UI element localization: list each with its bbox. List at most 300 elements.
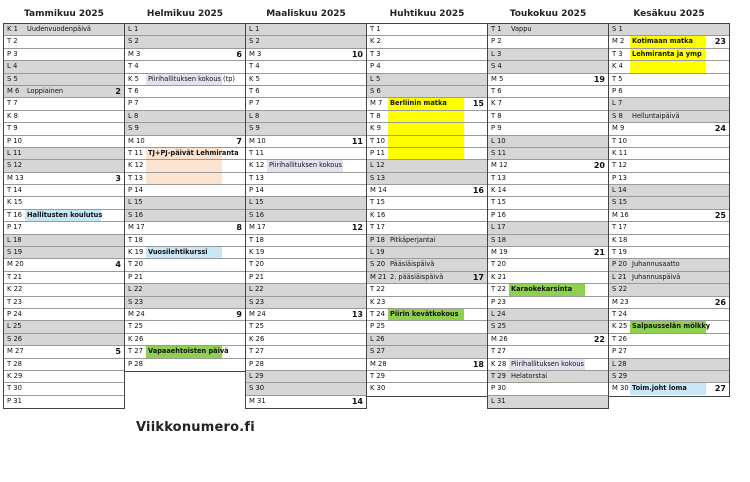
- event-label: Vapaaehtoisten päivä: [146, 346, 222, 357]
- day-row[interactable]: [609, 321, 729, 333]
- day-row[interactable]: [125, 86, 245, 98]
- day-row[interactable]: [246, 36, 366, 48]
- day-row[interactable]: [367, 173, 487, 185]
- day-label: K 23: [370, 297, 386, 306]
- day-label: P 13: [612, 173, 627, 182]
- day-row[interactable]: [246, 259, 366, 271]
- day-label: P 21: [128, 272, 143, 281]
- day-row[interactable]: [488, 98, 608, 110]
- day-row[interactable]: [488, 148, 608, 160]
- day-label: T 17: [370, 223, 385, 232]
- day-row[interactable]: [367, 86, 487, 98]
- day-row[interactable]: [246, 160, 366, 172]
- day-row[interactable]: [4, 235, 124, 247]
- day-label: L 24: [491, 309, 506, 318]
- day-row[interactable]: [367, 111, 487, 123]
- day-label: T 18: [128, 235, 143, 244]
- day-row[interactable]: [4, 309, 124, 321]
- day-row[interactable]: [246, 383, 366, 395]
- day-row[interactable]: [246, 123, 366, 135]
- day-row[interactable]: [367, 334, 487, 346]
- day-row[interactable]: [367, 359, 487, 371]
- day-label: T 1: [491, 25, 502, 33]
- day-label: L 11: [7, 148, 22, 157]
- day-row[interactable]: [488, 235, 608, 247]
- day-label: S 11: [491, 148, 507, 157]
- day-row[interactable]: [125, 210, 245, 222]
- day-row[interactable]: [488, 210, 608, 222]
- day-row[interactable]: [246, 272, 366, 284]
- month-column: [487, 6, 609, 409]
- day-row[interactable]: [4, 185, 124, 197]
- day-row[interactable]: [488, 173, 608, 185]
- day-row[interactable]: [4, 74, 124, 86]
- day-row[interactable]: [125, 272, 245, 284]
- month-column: [3, 6, 125, 409]
- day-label: L 3: [491, 49, 502, 58]
- day-row[interactable]: [488, 222, 608, 234]
- day-row[interactable]: [125, 36, 245, 48]
- day-label: S 23: [249, 297, 265, 306]
- day-row[interactable]: [4, 49, 124, 61]
- day-label: L 22: [128, 285, 143, 294]
- event-label: Kotimaan matka: [630, 36, 706, 47]
- day-row[interactable]: [125, 359, 245, 371]
- day-row[interactable]: [367, 235, 487, 247]
- day-label: M 5: [491, 74, 504, 83]
- day-row[interactable]: [4, 272, 124, 284]
- event-label: Lehmiranta ja ymp: [630, 49, 706, 60]
- day-row[interactable]: [609, 235, 729, 247]
- day-row[interactable]: [367, 297, 487, 309]
- day-label: P 30: [491, 384, 506, 393]
- week-number: 18: [472, 359, 484, 369]
- day-row[interactable]: [488, 359, 608, 371]
- day-row[interactable]: [4, 36, 124, 48]
- week-number: 20: [593, 161, 605, 171]
- day-label: P 16: [491, 210, 506, 219]
- day-row[interactable]: [609, 210, 729, 222]
- day-row[interactable]: [488, 334, 608, 346]
- day-row[interactable]: [246, 297, 366, 309]
- event-label: [146, 173, 222, 184]
- day-row[interactable]: [125, 49, 245, 61]
- day-row[interactable]: [4, 197, 124, 209]
- event-label: Helatorstai: [511, 371, 548, 380]
- day-label: T 4: [249, 62, 260, 71]
- day-row[interactable]: [367, 284, 487, 296]
- month-column: [608, 6, 730, 397]
- day-row[interactable]: [367, 222, 487, 234]
- day-row[interactable]: [125, 123, 245, 135]
- day-row[interactable]: [367, 24, 487, 36]
- day-row[interactable]: [367, 185, 487, 197]
- week-number: 22: [593, 334, 605, 344]
- day-row[interactable]: [246, 111, 366, 123]
- day-label: T 25: [249, 322, 264, 331]
- week-number: 14: [351, 396, 363, 406]
- day-label: K 4: [612, 62, 623, 71]
- day-label: K 5: [249, 74, 260, 83]
- week-number: 12: [351, 223, 363, 233]
- day-row[interactable]: [125, 148, 245, 160]
- day-row[interactable]: [488, 371, 608, 383]
- week-number: 21: [593, 248, 605, 258]
- day-row[interactable]: [125, 247, 245, 259]
- day-row[interactable]: [367, 346, 487, 358]
- day-label: S 4: [491, 62, 502, 71]
- day-row[interactable]: [609, 334, 729, 346]
- event-label: Hallitusten koulutus: [25, 210, 101, 221]
- day-row[interactable]: [246, 321, 366, 333]
- day-row[interactable]: [367, 247, 487, 259]
- day-row[interactable]: [246, 61, 366, 73]
- day-label: M 13: [7, 173, 24, 182]
- day-label: T 15: [370, 198, 385, 207]
- day-row[interactable]: [488, 297, 608, 309]
- week-number: 16: [472, 186, 484, 196]
- day-row[interactable]: [4, 210, 124, 222]
- day-label: K 7: [491, 99, 502, 108]
- event-label: TJ+PJ-päivät Lehmiranta: [146, 148, 222, 159]
- day-label: T 8: [370, 111, 381, 120]
- day-row[interactable]: [246, 185, 366, 197]
- day-row[interactable]: [125, 222, 245, 234]
- day-label: K 12: [249, 161, 265, 170]
- day-row[interactable]: [246, 136, 366, 148]
- event-label: Pitkäperjantai: [390, 235, 436, 244]
- week-number: 8: [236, 223, 242, 233]
- day-row[interactable]: [488, 24, 608, 36]
- day-row[interactable]: [246, 346, 366, 358]
- day-label: T 10: [612, 136, 627, 145]
- day-row[interactable]: [367, 123, 487, 135]
- week-number: 2: [115, 86, 121, 96]
- day-row[interactable]: [609, 259, 729, 271]
- day-row[interactable]: [125, 173, 245, 185]
- day-row[interactable]: [246, 98, 366, 110]
- day-row[interactable]: [488, 74, 608, 86]
- day-row[interactable]: [4, 383, 124, 395]
- day-row[interactable]: [367, 272, 487, 284]
- day-label: L 29: [249, 371, 264, 380]
- day-label: K 22: [7, 285, 23, 294]
- day-row[interactable]: [367, 309, 487, 321]
- day-row[interactable]: [125, 309, 245, 321]
- day-row[interactable]: [125, 284, 245, 296]
- day-label: S 2: [249, 37, 260, 46]
- day-row[interactable]: [4, 160, 124, 172]
- day-row[interactable]: [4, 334, 124, 346]
- day-label: L 26: [370, 334, 385, 343]
- day-row[interactable]: [125, 160, 245, 172]
- day-row[interactable]: [609, 185, 729, 197]
- day-row[interactable]: [125, 197, 245, 209]
- day-label: S 20: [370, 260, 386, 269]
- day-label: S 26: [7, 334, 23, 343]
- day-row[interactable]: [125, 111, 245, 123]
- day-label: L 10: [491, 136, 506, 145]
- day-label: M 10: [128, 136, 145, 145]
- day-row[interactable]: [488, 383, 608, 395]
- day-label: S 25: [491, 322, 507, 331]
- day-row[interactable]: [488, 185, 608, 197]
- day-row[interactable]: [246, 210, 366, 222]
- day-row[interactable]: [609, 371, 729, 383]
- day-row[interactable]: [246, 49, 366, 61]
- day-row[interactable]: [609, 297, 729, 309]
- day-row[interactable]: [609, 346, 729, 358]
- day-row[interactable]: [4, 284, 124, 296]
- day-label: T 15: [491, 198, 506, 207]
- day-label: P 6: [612, 86, 623, 95]
- day-row[interactable]: [609, 123, 729, 135]
- day-row[interactable]: [488, 86, 608, 98]
- day-row[interactable]: [246, 148, 366, 160]
- day-row[interactable]: [125, 297, 245, 309]
- day-row[interactable]: [4, 24, 124, 36]
- day-row[interactable]: [609, 86, 729, 98]
- event-label: Pääsiäispäivä: [390, 260, 435, 269]
- day-row[interactable]: [609, 173, 729, 185]
- day-label: K 26: [249, 334, 265, 343]
- day-row[interactable]: [609, 49, 729, 61]
- day-row[interactable]: [488, 111, 608, 123]
- day-row[interactable]: [488, 123, 608, 135]
- day-label: L 1: [128, 25, 139, 33]
- day-row[interactable]: [488, 284, 608, 296]
- day-row[interactable]: [125, 346, 245, 358]
- day-label: P 10: [7, 136, 22, 145]
- day-row[interactable]: [125, 136, 245, 148]
- day-row[interactable]: [125, 185, 245, 197]
- day-label: P 28: [128, 359, 143, 368]
- day-row[interactable]: [4, 173, 124, 185]
- month-column: [245, 6, 367, 409]
- day-label: T 8: [491, 111, 502, 120]
- day-label: L 8: [128, 111, 139, 120]
- day-row[interactable]: [488, 396, 608, 408]
- day-row[interactable]: [367, 74, 487, 86]
- day-row[interactable]: [488, 321, 608, 333]
- day-row[interactable]: [246, 173, 366, 185]
- day-label: S 27: [370, 347, 386, 356]
- day-row[interactable]: [609, 197, 729, 209]
- day-row[interactable]: [4, 396, 124, 408]
- month-day-list: [366, 23, 488, 397]
- day-row[interactable]: [367, 36, 487, 48]
- day-row[interactable]: [609, 309, 729, 321]
- day-row[interactable]: [488, 309, 608, 321]
- day-row[interactable]: [367, 383, 487, 395]
- day-row[interactable]: [609, 359, 729, 371]
- day-label: K 15: [7, 198, 23, 207]
- day-row[interactable]: [4, 86, 124, 98]
- day-row[interactable]: [4, 123, 124, 135]
- day-row[interactable]: [125, 98, 245, 110]
- day-label: S 8: [612, 111, 623, 120]
- event-label: Piirihallituksen kokous: [267, 160, 343, 171]
- day-row[interactable]: [246, 74, 366, 86]
- day-row[interactable]: [367, 259, 487, 271]
- day-label: L 4: [7, 62, 18, 71]
- day-row[interactable]: [246, 86, 366, 98]
- day-label: M 27: [7, 347, 24, 356]
- day-row[interactable]: [4, 297, 124, 309]
- day-row[interactable]: [4, 136, 124, 148]
- day-row[interactable]: [609, 247, 729, 259]
- day-row[interactable]: [609, 383, 729, 395]
- day-row[interactable]: [246, 371, 366, 383]
- day-row[interactable]: [4, 259, 124, 271]
- day-row[interactable]: [488, 259, 608, 271]
- day-row[interactable]: [609, 148, 729, 160]
- day-row[interactable]: [609, 36, 729, 48]
- day-row[interactable]: [367, 321, 487, 333]
- day-row[interactable]: [367, 148, 487, 160]
- day-label: M 19: [491, 248, 508, 257]
- day-label: M 31: [249, 396, 266, 405]
- day-label: M 10: [249, 136, 266, 145]
- day-row[interactable]: [125, 61, 245, 73]
- event-label: Toim.joht loma: [630, 383, 706, 394]
- event-label: Vappu: [511, 25, 532, 33]
- day-row[interactable]: [609, 98, 729, 110]
- day-row[interactable]: [4, 148, 124, 160]
- day-label: K 19: [128, 248, 144, 257]
- event-label: Uudenvuodenpäivä: [27, 25, 91, 33]
- day-row[interactable]: [488, 49, 608, 61]
- day-label: K 16: [370, 210, 386, 219]
- day-row[interactable]: [367, 371, 487, 383]
- day-row[interactable]: [125, 334, 245, 346]
- day-row[interactable]: [246, 396, 366, 408]
- day-label: S 22: [612, 285, 628, 294]
- event-label: Helluntaipäivä: [632, 111, 680, 120]
- day-row[interactable]: [488, 160, 608, 172]
- day-row[interactable]: [4, 321, 124, 333]
- day-row[interactable]: [125, 74, 245, 86]
- day-label: L 5: [370, 74, 381, 83]
- event-label: Salpausselän mölkky: [630, 321, 706, 332]
- day-row[interactable]: [367, 197, 487, 209]
- week-number: 6: [236, 49, 242, 59]
- day-row[interactable]: [125, 321, 245, 333]
- day-row[interactable]: [4, 359, 124, 371]
- month-title: Helmikuu 2025: [146, 9, 224, 19]
- day-label: P 7: [249, 99, 260, 108]
- day-row[interactable]: [488, 61, 608, 73]
- day-label: M 21: [370, 272, 387, 281]
- day-label: T 7: [7, 99, 18, 108]
- day-row[interactable]: [125, 259, 245, 271]
- day-row[interactable]: [367, 160, 487, 172]
- day-row[interactable]: [4, 346, 124, 358]
- event-label: 2. pääsiäispäivä: [390, 272, 444, 281]
- day-row[interactable]: [488, 197, 608, 209]
- day-label: P 7: [128, 99, 139, 108]
- day-row[interactable]: [609, 74, 729, 86]
- day-row[interactable]: [246, 222, 366, 234]
- day-label: P 27: [612, 347, 627, 356]
- event-label: Piirihallituksen kokous (tp): [146, 74, 222, 85]
- day-row[interactable]: [609, 61, 729, 73]
- day-row[interactable]: [367, 61, 487, 73]
- day-row[interactable]: [609, 136, 729, 148]
- day-row[interactable]: [246, 284, 366, 296]
- day-row[interactable]: [246, 197, 366, 209]
- day-row[interactable]: [4, 111, 124, 123]
- day-row[interactable]: [4, 371, 124, 383]
- day-row[interactable]: [246, 334, 366, 346]
- day-label: K 18: [612, 235, 628, 244]
- day-row[interactable]: [125, 24, 245, 36]
- day-row[interactable]: [488, 136, 608, 148]
- day-label: K 1: [7, 25, 18, 33]
- day-label: K 5: [128, 74, 139, 83]
- day-row[interactable]: [125, 235, 245, 247]
- day-label: T 5: [612, 74, 623, 83]
- day-label: T 22: [370, 285, 385, 294]
- day-label: S 9: [128, 124, 139, 133]
- day-row[interactable]: [609, 24, 729, 36]
- month-day-list: [608, 23, 730, 397]
- day-row[interactable]: [246, 309, 366, 321]
- day-row[interactable]: [367, 136, 487, 148]
- day-label: T 6: [491, 86, 502, 95]
- day-label: L 21: [612, 272, 627, 281]
- day-row[interactable]: [246, 235, 366, 247]
- day-label: S 15: [612, 198, 628, 207]
- day-row[interactable]: [488, 346, 608, 358]
- day-row[interactable]: [367, 210, 487, 222]
- day-row[interactable]: [4, 247, 124, 259]
- day-row[interactable]: [609, 272, 729, 284]
- day-row[interactable]: [609, 160, 729, 172]
- day-row[interactable]: [367, 49, 487, 61]
- day-row[interactable]: [4, 98, 124, 110]
- week-number: 3: [115, 173, 121, 183]
- day-row[interactable]: [488, 247, 608, 259]
- week-number: 9: [236, 309, 242, 319]
- day-label: M 14: [370, 186, 387, 195]
- day-row[interactable]: [488, 272, 608, 284]
- day-row[interactable]: [246, 24, 366, 36]
- day-label: T 25: [128, 322, 143, 331]
- day-row[interactable]: [4, 222, 124, 234]
- day-row[interactable]: [246, 247, 366, 259]
- day-row[interactable]: [609, 111, 729, 123]
- day-row[interactable]: [367, 98, 487, 110]
- week-number: 11: [351, 136, 363, 146]
- day-row[interactable]: [609, 284, 729, 296]
- day-label: T 26: [612, 334, 627, 343]
- event-label: [388, 136, 464, 147]
- day-row[interactable]: [609, 222, 729, 234]
- week-number: 25: [714, 210, 726, 220]
- day-label: T 11: [128, 148, 143, 157]
- day-label: S 23: [128, 297, 144, 306]
- day-row[interactable]: [488, 36, 608, 48]
- day-label: T 29: [370, 371, 385, 380]
- day-label: M 16: [612, 210, 629, 219]
- day-label: L 7: [612, 99, 623, 108]
- event-label: Piirihallituksen kokous: [509, 359, 585, 370]
- day-label: P 2: [491, 37, 502, 46]
- day-row[interactable]: [4, 61, 124, 73]
- day-row[interactable]: [246, 359, 366, 371]
- week-number: 19: [593, 74, 605, 84]
